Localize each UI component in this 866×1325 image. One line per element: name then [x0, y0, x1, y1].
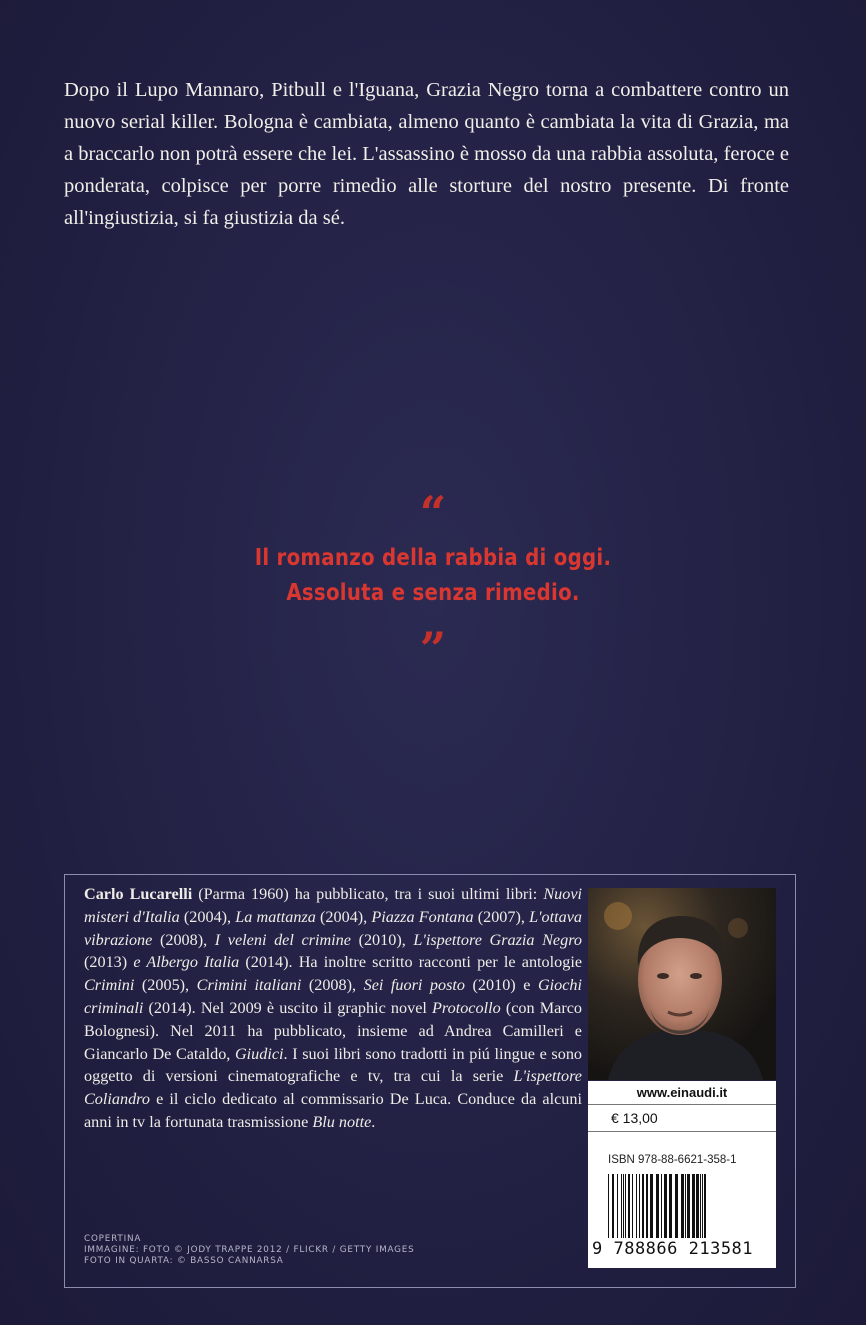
- barcode-bar: [675, 1174, 678, 1238]
- publisher-website: www.einaudi.it: [588, 1081, 776, 1105]
- book-title: e Albergo Italia: [133, 953, 240, 972]
- barcode-bar: [625, 1174, 626, 1238]
- ean-number: 9 788866 213581: [592, 1239, 754, 1259]
- credits-line-3: FOTO IN QUARTA: © BASSO CANNARSA: [84, 1256, 284, 1266]
- book-title: Crimini: [84, 976, 135, 995]
- book-title: Blu notte: [312, 1112, 372, 1131]
- bio-text: (2004),: [315, 907, 372, 926]
- book-title: Giochi criminali: [84, 976, 582, 1017]
- bio-text: (Parma 1960) ha pubblicato, tra i suoi ultimi libri:: [192, 885, 544, 903]
- bio-text: (2013): [84, 953, 134, 972]
- barcode-bar: [661, 1174, 662, 1238]
- pull-quote: [61, 541, 806, 611]
- bio-text: (2014). Ha inoltre scritto racconti per le antologie: [239, 953, 582, 972]
- book-title: L'ispettore Coliandro: [84, 1067, 582, 1109]
- bio-text: (2008),: [301, 976, 364, 995]
- bio-text: (2004),: [179, 907, 236, 926]
- pull-quote-line-2: Assoluta e senza rimedio.: [286, 580, 580, 606]
- barcode-bar: [612, 1174, 614, 1238]
- book-title: Sei fuori posto: [363, 976, 465, 995]
- cover-credits: [84, 1234, 415, 1267]
- bio-text: (2010) e: [465, 976, 538, 995]
- barcode-bar: [608, 1174, 609, 1238]
- book-title: Nuovi misteri d'Italia: [84, 885, 582, 926]
- book-title: Giudici: [234, 1044, 284, 1063]
- barcode-bar: [681, 1174, 684, 1238]
- bio-text: . I suoi libri sono tradotti in piú lingue e sono oggetto di versioni cinematografiche e tv, tra cui la serie: [84, 1044, 583, 1086]
- author-portrait-illustration: [588, 888, 776, 1080]
- bio-text: (2008),: [152, 930, 215, 949]
- book-title: La mattanza: [235, 907, 316, 926]
- barcode-bar: [642, 1174, 644, 1238]
- close-quote-mark: ”: [419, 622, 447, 676]
- barcode-bar: [685, 1174, 686, 1238]
- barcode-bar: [702, 1174, 703, 1238]
- book-title: Crimini italiani: [196, 976, 302, 995]
- book-title: L'ottava vibrazione: [84, 907, 583, 949]
- price-label: € 13,00: [588, 1105, 776, 1132]
- barcode-bar: [632, 1174, 633, 1238]
- book-title: L'ispettore Grazia Negro: [413, 930, 582, 949]
- barcode-bar: [636, 1174, 637, 1238]
- barcode-bar: [669, 1174, 672, 1238]
- book-title: Piazza Fontana: [371, 907, 474, 926]
- book-title: I veleni del crimine: [214, 930, 351, 949]
- open-quote-mark: “: [419, 486, 447, 540]
- barcode-bar: [617, 1174, 618, 1238]
- bio-text: (2005),: [134, 976, 197, 995]
- barcode-bar: [621, 1174, 622, 1238]
- barcode-bar: [628, 1174, 630, 1238]
- barcode: [606, 1174, 764, 1238]
- barcode-bar: [646, 1174, 648, 1238]
- barcode-bar: [664, 1174, 667, 1238]
- barcode-bar: [623, 1174, 624, 1238]
- isbn-label: ISBN 978-88-6621-358-1: [608, 1154, 737, 1166]
- author-photo: [588, 888, 776, 1080]
- pull-quote-line-1: Il romanzo della rabbia di oggi.: [254, 545, 612, 571]
- barcode-bar: [639, 1174, 640, 1238]
- bio-text: e il ciclo dedicato al commissario De Luca. Conduce da alcuni anni in tv la fortunata trasmissione: [84, 1090, 582, 1131]
- bio-text: (2014). Nel 2009 è uscito il graphic novel: [143, 998, 433, 1017]
- bio-text: (2007),: [473, 907, 530, 926]
- bio-text: (2010),: [350, 930, 414, 949]
- back-cover-blurb: Dopo il Lupo Mannaro, Pitbull e l'Iguana, Grazia Negro torna a combattere contro un nuovo serial killer. Bologna è cambiata, almeno quanto è cambiata la vita di Grazia, ma a braccarlo non potrà essere che lei. L'assassino è mosso da una rabbia assoluta, feroce e ponderata, colpisce per porre rimedio alle storture del nostro presente. Di fronte all'ingiustizia, si fa giustizia da sé.: [64, 79, 789, 229]
- barcode-bar: [687, 1174, 690, 1238]
- barcode-bar: [704, 1174, 706, 1238]
- bio-text: .: [371, 1112, 376, 1131]
- barcode-bar: [696, 1174, 699, 1238]
- barcode-bar: [650, 1174, 653, 1238]
- barcode-bar: [700, 1174, 701, 1238]
- author-bio: [84, 883, 582, 1134]
- barcode-bar: [692, 1174, 695, 1238]
- bio-text: (con Marco Bolognesi). Nel 2011 ha pubblicato, insieme ad Andrea Camilleri e Giancarlo De Cataldo,: [84, 998, 582, 1063]
- author-name: Carlo Lucarelli: [84, 885, 193, 903]
- barcode-bar: [656, 1174, 659, 1238]
- credits-line-1: COPERTINA: [84, 1234, 142, 1244]
- book-title: Protocollo: [432, 998, 501, 1017]
- credits-line-2: IMMAGINE: FOTO © JODY TRAPPE 2012 / FLICKR / GETTY IMAGES: [84, 1245, 415, 1255]
